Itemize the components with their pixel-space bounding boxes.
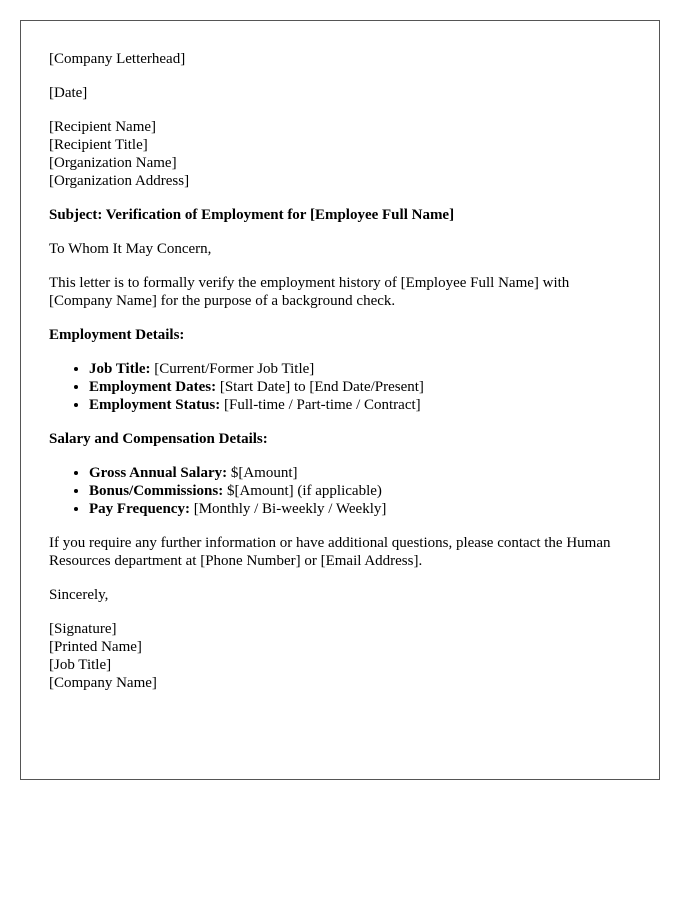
employment-dates-value: [Start Date] to [End Date/Present] [216,379,424,395]
employment-status-label: Employment Status: [89,397,221,413]
job-title-label: Job Title: [89,361,151,377]
company-letterhead: [Company Letterhead] [49,51,186,67]
recipient-name: [Recipient Name] [49,119,157,135]
salary-details-list [49,464,631,518]
subject-line: Subject: Verification of Employment for [Employee Full Name] [49,207,455,223]
list-item [89,378,631,396]
job-title-value: [Current/Former Job Title] [150,361,315,377]
signoff: Sincerely, [49,587,109,603]
signer-company-name: [Company Name] [49,675,157,691]
recipient-block [49,118,631,190]
list-item [89,360,631,378]
employment-details-list [49,360,631,414]
intro-paragraph: This letter is to formally verify the employment history of [Employee Full Name] with [Company Name] for the purpose of a background check. [49,275,570,309]
recipient-title: [Recipient Title] [49,137,148,153]
pay-frequency-value: [Monthly / Bi-weekly / Weekly] [189,501,387,517]
organization-address: [Organization Address] [49,173,190,189]
printed-name: [Printed Name] [49,639,142,655]
organization-name: [Organization Name] [49,155,177,171]
list-item [89,482,631,500]
salutation: To Whom It May Concern, [49,241,212,257]
pay-frequency-label: Pay Frequency: [89,501,190,517]
gross-salary-value: $[Amount] [227,465,298,481]
list-item [89,500,631,518]
employment-details-heading: Employment Details: [49,327,185,343]
signature: [Signature] [49,621,117,637]
employment-status-value: [Full-time / Part-time / Contract] [220,397,421,413]
salary-details-heading: Salary and Compensation Details: [49,431,268,447]
closing-paragraph: If you require any further information or have additional questions, please contact the Human Resources department at [Phone Number] or [Email Address]. [49,535,611,569]
employment-dates-label: Employment Dates: [89,379,217,395]
gross-salary-label: Gross Annual Salary: [89,465,228,481]
bonus-value: $[Amount] (if applicable) [223,483,382,499]
list-item [89,464,631,482]
bonus-label: Bonus/Commissions: [89,483,224,499]
letter-date: [Date] [49,85,88,101]
signature-block [49,620,631,692]
list-item [89,396,631,414]
signer-job-title: [Job Title] [49,657,112,673]
letter-document [20,20,660,780]
